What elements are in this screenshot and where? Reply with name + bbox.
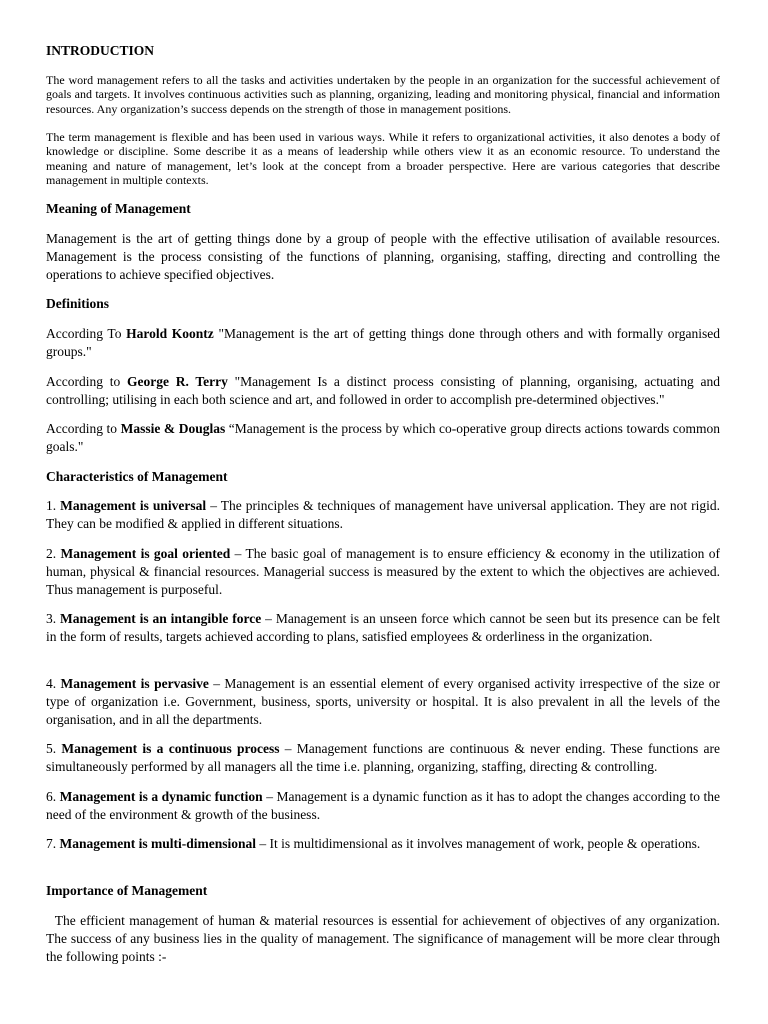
- characteristic-item: [46, 545, 720, 599]
- definition-prefix: According to: [46, 374, 128, 389]
- intro-heading: INTRODUCTION: [46, 43, 155, 58]
- definition-prefix: According to: [46, 421, 121, 436]
- definition-author: Harold Koontz: [126, 326, 214, 341]
- definition-item: [46, 420, 720, 456]
- characteristic-item: [46, 740, 720, 776]
- definition-item: [46, 373, 720, 409]
- item-text: – It is multidimensional as it involves management of work, people & operations.: [256, 836, 701, 851]
- definition-prefix: According To: [46, 326, 127, 341]
- item-text: – Management is an essential element of every organised activity irrespective of the size or type of organization i.e. Government, business, sports, university or hospital. It is also prevalent in all the levels of the organisation, and in all the departments.: [46, 676, 720, 727]
- item-text: – Management is a dynamic function as it has to adopt the changes according to the need of the environment & growth of the business.: [46, 789, 721, 822]
- characteristic-item: [46, 497, 720, 533]
- item-number: 1.: [46, 498, 61, 513]
- item-number: 2.: [46, 546, 61, 561]
- item-title: Management is multi-dimensional: [59, 836, 257, 851]
- item-title: Management is a dynamic function: [59, 789, 263, 804]
- meaning-paragraph: Management is the art of getting things done by a group of people with the effective utilisation of available resources. Management is the process consisting of the functions of planning, organising, staffing, directing and controlling the operations to achieve specified objectives.: [46, 231, 720, 282]
- item-number: 4.: [46, 676, 61, 691]
- item-title: Management is pervasive: [60, 676, 209, 691]
- item-number: 5.: [46, 741, 62, 756]
- importance-heading: Importance of Management: [46, 883, 208, 898]
- definition-text: "Management Is a distinct process consisting of planning, organising, actuating and controlling; utilising in each both science and art, and followed in order to accomplish pre-determined objectives.": [46, 374, 720, 407]
- characteristic-item: [46, 610, 720, 646]
- characteristic-item: [46, 788, 720, 824]
- item-number: 7.: [46, 836, 60, 851]
- item-text: – The principles & techniques of management have universal application. They are not rigid. They can be modified & applied in different situations.: [46, 498, 720, 531]
- definition-text: "Management is the art of getting things done through others and with formally organised groups.": [46, 326, 720, 359]
- item-title: Management is a continuous process: [61, 741, 280, 756]
- intro-paragraph-2: The term management is flexible and has been used in various ways. While it refers to organizational activities, it also denotes a body of knowledge or discipline. Some describe it as a means of leadership while others view it as an economic resource. To understand the meaning and nature of management, let’s look at the concept from a broader perspective. Here are various categories that describe management in multiple contexts.: [46, 130, 720, 187]
- characteristic-item: [46, 835, 720, 853]
- item-title: Management is universal: [60, 498, 207, 513]
- definitions-heading: Definitions: [46, 296, 110, 311]
- definition-author: Massie & Douglas: [120, 421, 226, 436]
- item-text: – Management is an unseen force which cannot be seen but its presence can be felt in the form of results, targets achieved according to plans, satisfied employees & orderliness in the organization.: [46, 611, 721, 644]
- importance-paragraph: The efficient management of human & material resources is essential for achievement of objectives of any organization. The success of any business lies in the quality of management. The significance of management will be more clear through the following points :-: [46, 913, 724, 964]
- item-text: – The basic goal of management is to ensure efficiency & economy in the utilization of human, physical & financial resources. Managerial success is measured by the extent to which the objectives are achieved. Thus management is purposeful.: [46, 546, 720, 597]
- characteristics-heading: Characteristics of Management: [46, 469, 228, 484]
- definition-author: George R. Terry: [127, 374, 228, 389]
- item-title: Management is goal oriented: [60, 546, 231, 561]
- item-title: Management is an intangible force: [60, 611, 262, 626]
- meaning-heading: Meaning of Management: [46, 201, 191, 216]
- item-text: – Management functions are continuous & never ending. These functions are simultaneously performed by all managers all the time i.e. planning, organizing, staffing, directing & controlling.: [46, 741, 721, 774]
- intro-paragraph-1: The word management refers to all the tasks and activities undertaken by the people in an organization for the successful achievement of goals and targets. It involves continuous activities such as planning, organizing, leading and monitoring physical, financial and information resources. Any organization’s success depends on the strength of those in management positions.: [46, 73, 720, 116]
- definition-text: “Management is the process by which co-operative group directs actions towards common goals.": [46, 421, 721, 454]
- characteristic-item: [46, 675, 720, 729]
- definition-item: [46, 325, 720, 361]
- item-number: 6.: [46, 789, 60, 804]
- item-number: 3.: [46, 611, 61, 626]
